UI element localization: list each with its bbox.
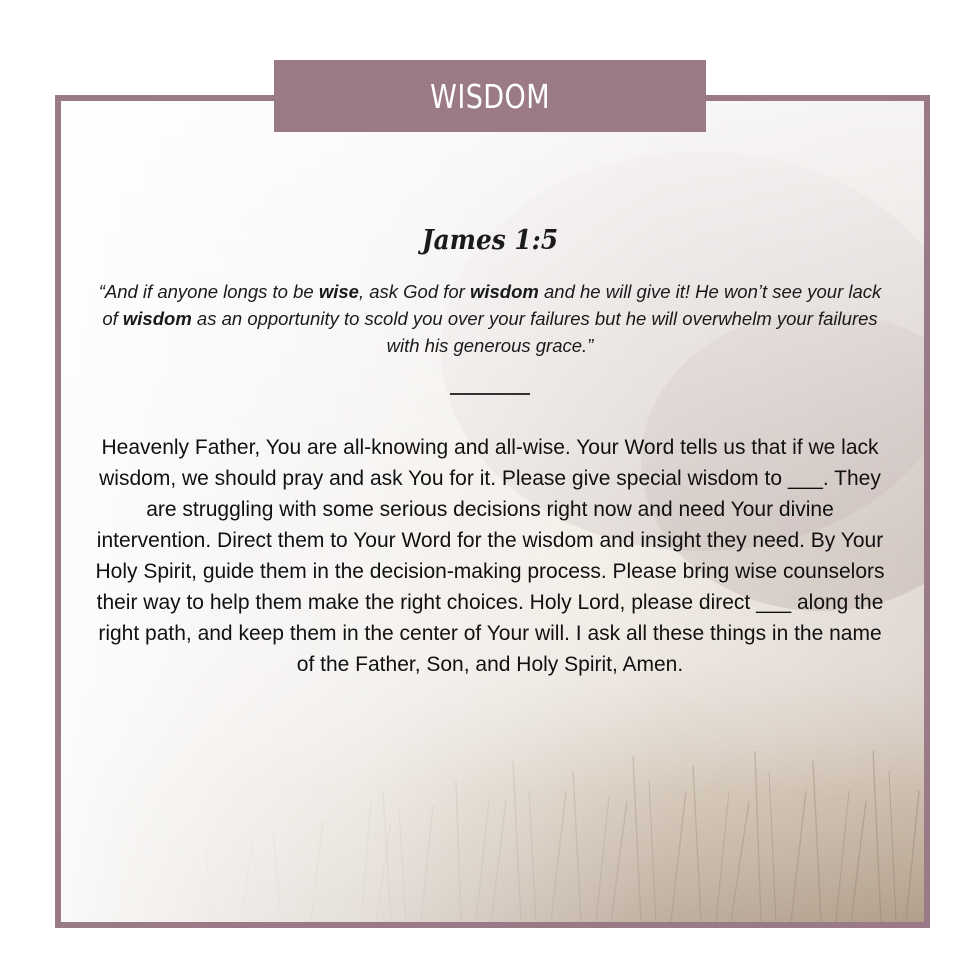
prayer-text: Heavenly Father, You are all-knowing and all-wise. Your Word tells us that if we lack wisdom, we should pray and ask You for it. Please give special wisdom to ___. They are struggling with some serious decisions right now and need Your divine intervention. Direct them to Your Word for the wisdom and insight they need. By Your Holy Spirit, guide them in the decision-making process. Please bring wise counselors their way to help them make the right choices. Holy Lord, please direct ___ along the right path, and keep them in the center of Your will. I ask all these things in the name of the Father, Son, and Holy Spirit, Amen.	[95, 435, 885, 676]
quote-text: , ask God for	[358, 281, 470, 302]
quote-emphasis: wisdom	[122, 308, 192, 329]
quote-emphasis: wisdom	[469, 281, 539, 302]
section-divider	[450, 393, 530, 395]
card-content	[58, 120, 922, 680]
quote-emphasis: wise	[318, 281, 359, 302]
quote-text: as an opportunity to scold you over your failures but he will overwhelm your failures with his generous grace.”	[191, 308, 878, 356]
title-banner	[274, 60, 706, 132]
scripture-quote	[95, 278, 885, 359]
quote-text: and he will give it! He won’t see your lack of	[102, 281, 882, 329]
scripture-reference: James 1:5	[421, 225, 559, 256]
page-title: WISDOM	[430, 76, 550, 116]
quote-text: “And if anyone longs to be	[98, 281, 319, 302]
